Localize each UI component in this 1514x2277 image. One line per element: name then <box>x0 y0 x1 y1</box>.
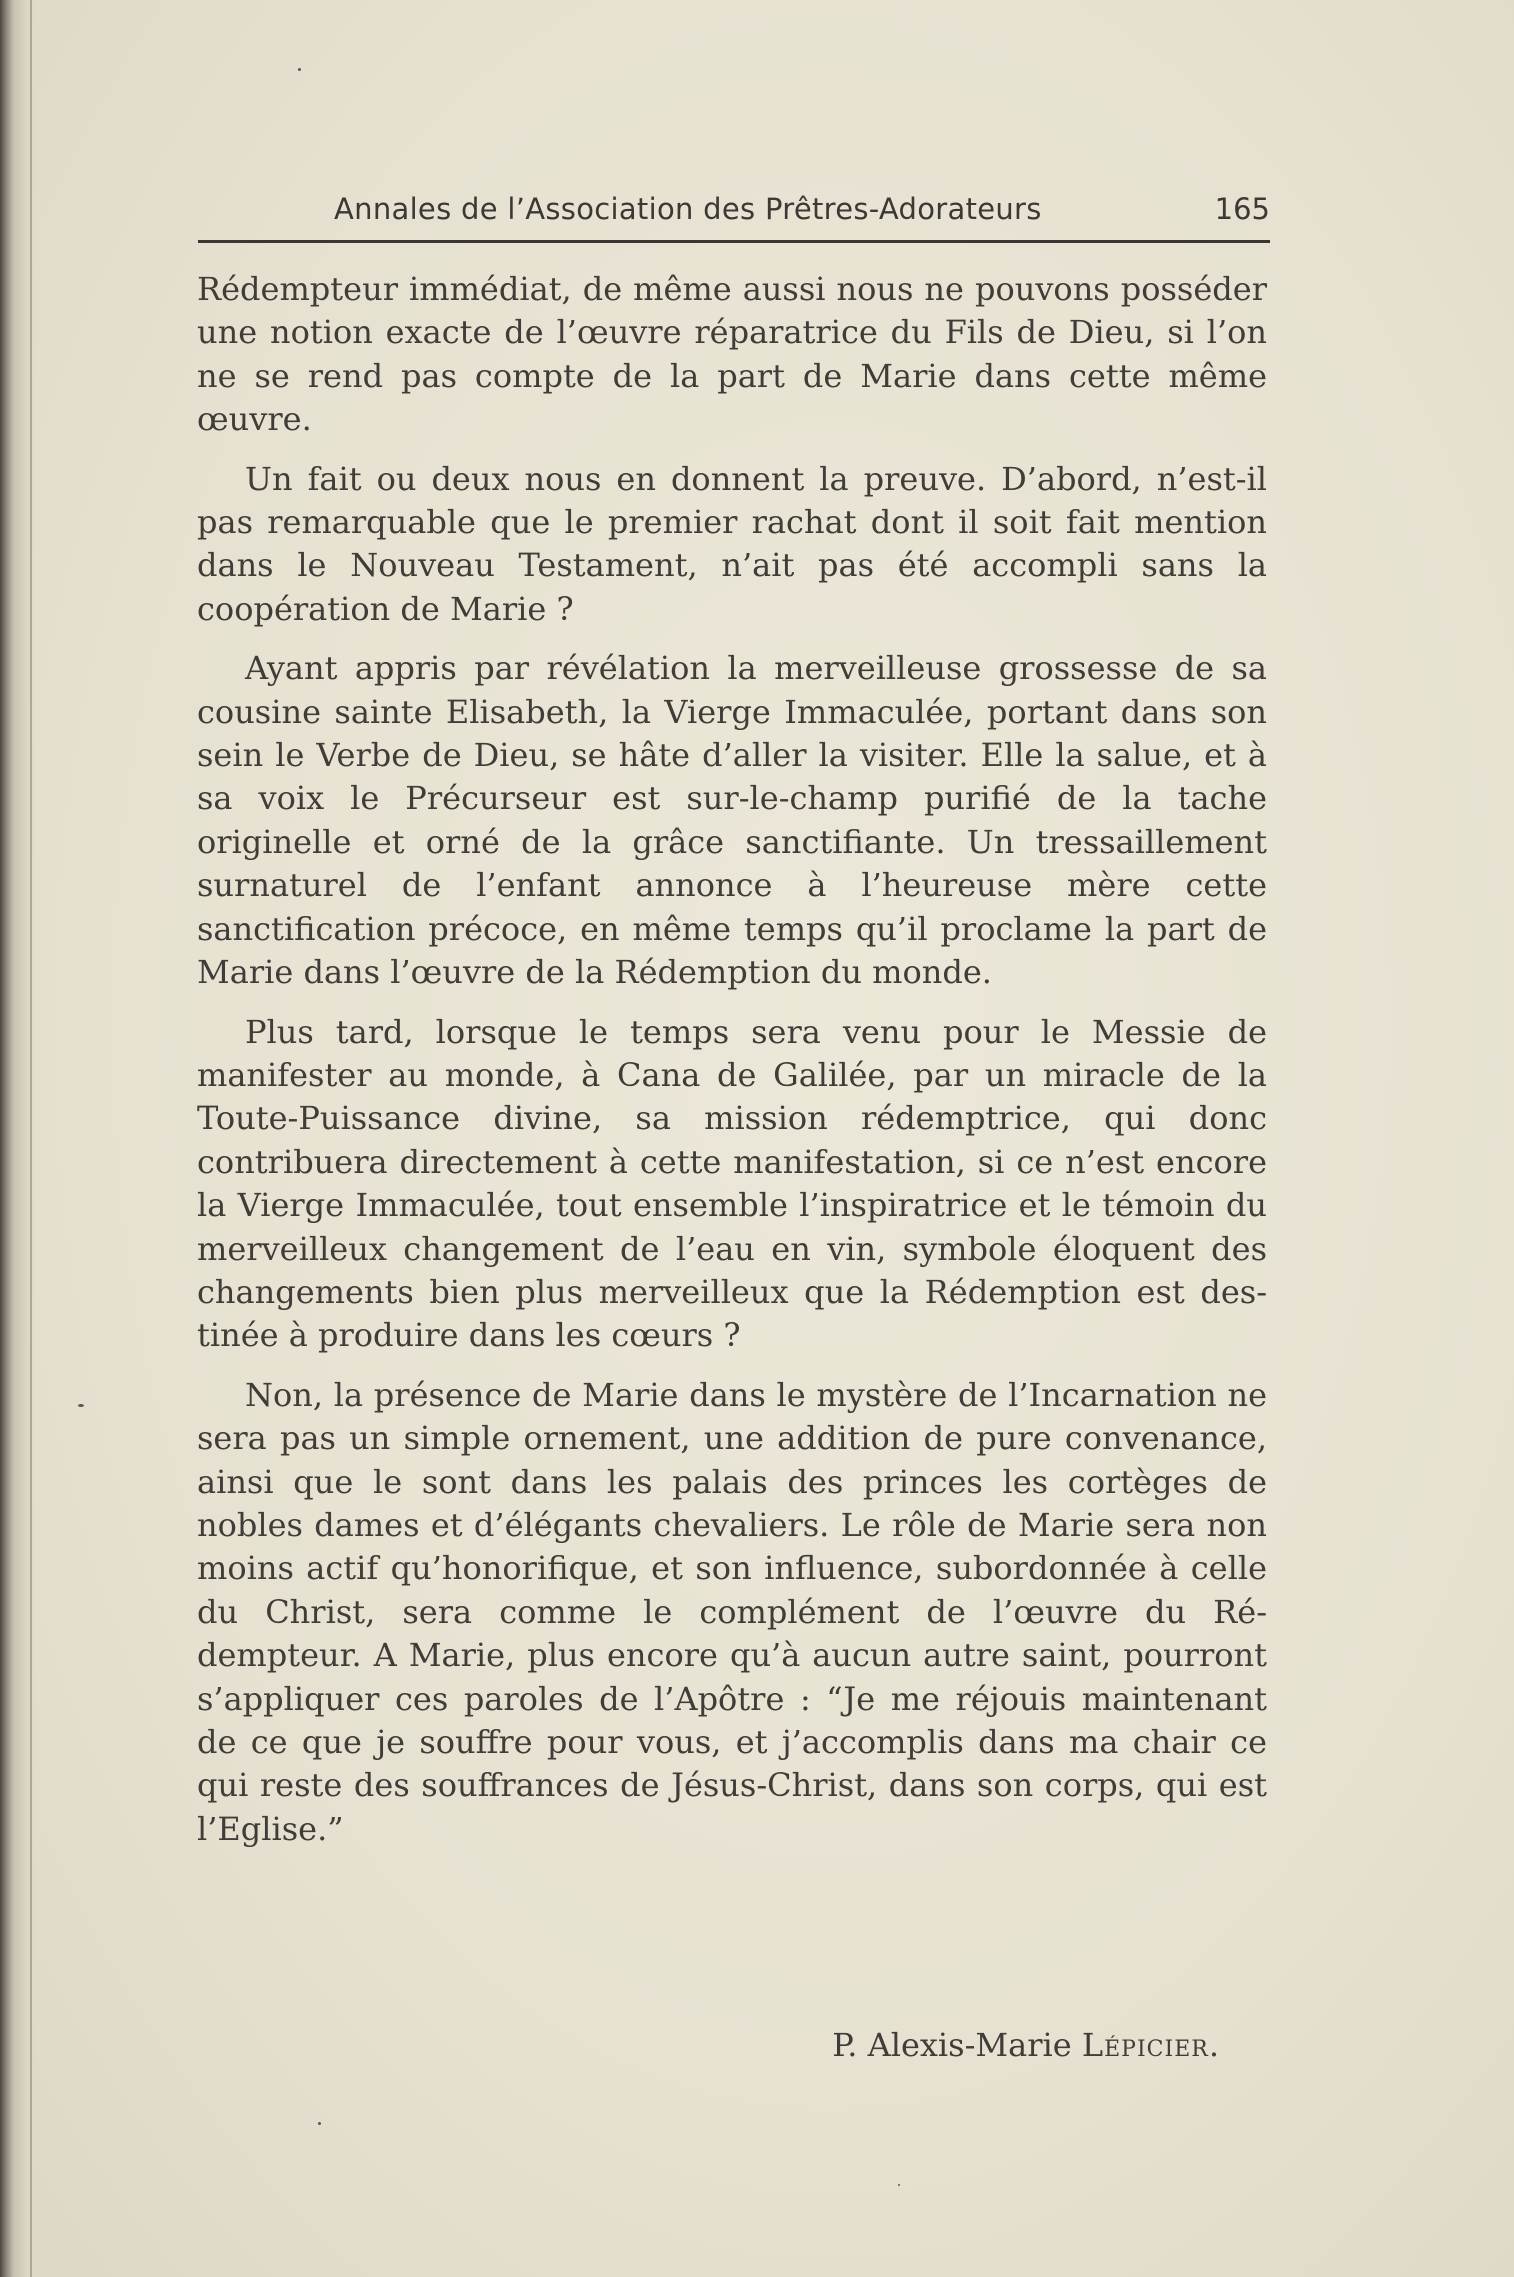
paragraph: Non, la présence de Marie dans le mystère de l’Incarnation ne sera pas un simple ornement, une addition de pure convenance, ainsi que le sont dans les palais des princes les cortèges de nobles dames et d’élégants chevaliers. Le rôle de Marie sera non moins actif qu’honorifique, et son influence, subordonnée à celle du Christ, sera comme le complément de l’œuvre du Rédempteur. A Marie, plus encore qu’à aucun autre saint, pourront s’appliquer ces paroles de l’Apôtre : “Je me réjouis maintenant de ce que je souffre pour vous, et j’accomplis dans ma chair ce qui reste des souffrances de Jésus-Christ, dans son corps, qui est l’Eglise.” <box>197 1375 1267 1848</box>
paragraph: Rédempteur immédiat, de même aussi nous ne pouvons posséder une notion exacte de l’œuvre réparatrice du Fils de Dieu, si l’on ne se rend pas compte de la part de Marie dans cette même œuvre. <box>197 270 1267 439</box>
paper-speck <box>78 1404 84 1407</box>
paragraph: Un fait ou deux nous en donnent la preuve. D’abord, n’est-il pas remarquable que le premier rachat dont il soit fait mention dans le Nouveau Testament, n’ait pas été accompli sans la coopération de Marie ? <box>197 459 1267 628</box>
header-rule <box>198 240 1270 243</box>
running-header <box>192 186 1270 236</box>
paragraph: Ayant appris par révélation la merveilleuse grossesse de sa cousine sainte Elisabeth, la Vierge Immaculée, portant dans son sein le Verbe de Dieu, se hâte d’aller la visiter. Elle la salue, et à sa voix le Précurseur est sur-le-champ purifié de la tache originelle et orné de la grâce sanctifiante. Un tressaillement surnaturel de l’enfant annonce à l’heureuse mère cette sanctification précoce, en même temps qu’il proclame la part de Marie dans l’œuvre de la Rédemption du monde. <box>197 649 1267 992</box>
binding-line <box>30 0 32 2277</box>
running-header-title: Annales de l’Association des Prêtres-Adorateurs <box>334 192 1042 226</box>
article-body <box>197 268 1267 1867</box>
paper-speck <box>318 2122 321 2125</box>
author-signature <box>700 2026 1220 2064</box>
paper-speck <box>298 68 301 71</box>
paper-speck <box>898 2184 900 2186</box>
paragraph: Plus tard, lorsque le temps sera venu pour le Messie de manifester au monde, à Cana de Galilée, par un miracle de la Toute-Puissance divine, sa mission rédemptrice, qui donc contribuera directement à cette manifestation, si ce n’est encore la Vierge Immaculée, tout ensemble l’inspiratrice et le témoin du merveilleux changement de l’eau en vin, symbole éloquent des changements bien plus merveilleux que la Rédemption est destinée à produire dans les cœurs ? <box>197 1012 1267 1355</box>
signature-surname: Lépicier. <box>1081 2026 1220 2064</box>
page-number: 165 <box>1214 192 1270 226</box>
signature-prefix: P. Alexis-Marie <box>832 2026 1082 2064</box>
